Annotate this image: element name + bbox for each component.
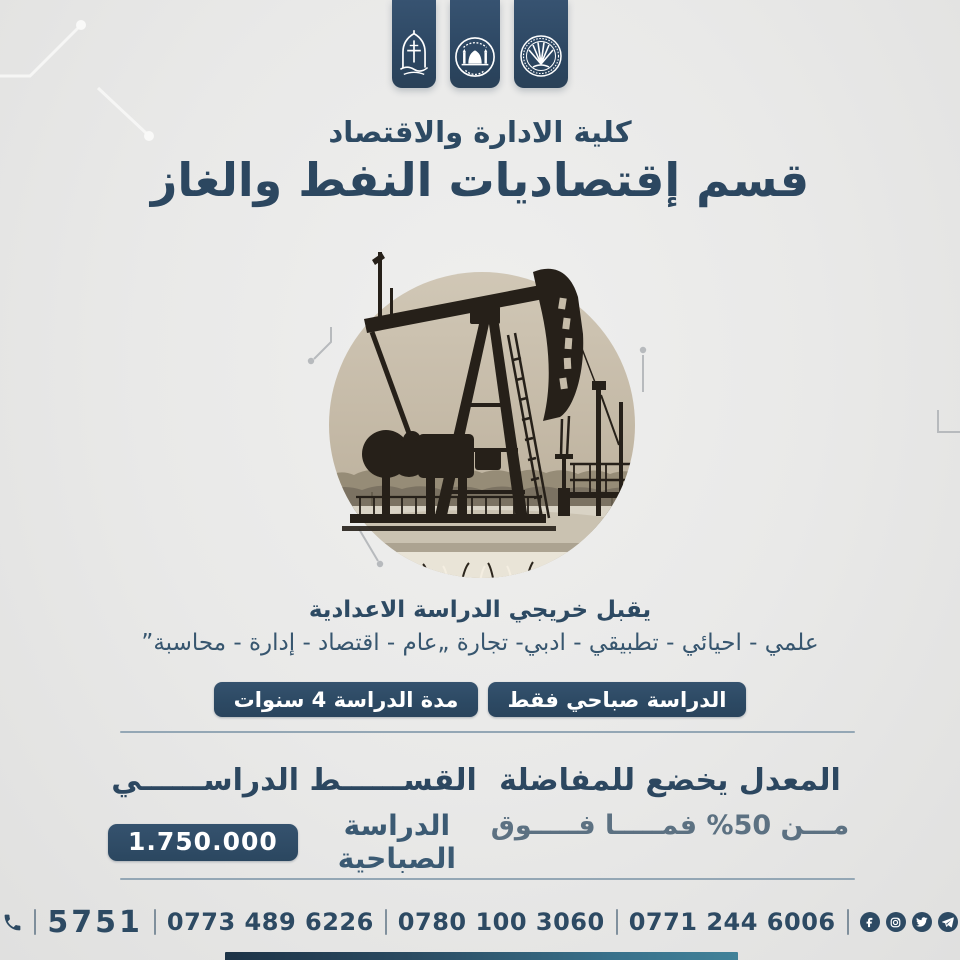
footer-separator xyxy=(847,909,849,935)
department-title: قسم إقتصاديات النفط والغاز xyxy=(150,153,810,207)
short-number: 5751 xyxy=(47,904,143,940)
footer-separator xyxy=(154,909,156,935)
social-icons xyxy=(860,912,958,932)
oil-pumpjack-photo xyxy=(312,240,652,585)
logo-shrine-badge xyxy=(392,0,436,88)
duration-pill[interactable]: مدة الدراسة 4 سنوات xyxy=(214,682,478,717)
admission-block xyxy=(0,594,960,660)
header-logos xyxy=(392,0,568,88)
bottom-accent-bar xyxy=(225,952,738,960)
average-column xyxy=(490,763,850,841)
instagram-icon[interactable] xyxy=(886,912,906,932)
footer-separator xyxy=(385,909,387,935)
average-heading: المعدل يخضع للمفاضلة xyxy=(499,763,841,798)
shrine-emblem-icon xyxy=(397,30,431,78)
tuition-heading: القســــــط الدراســــــي xyxy=(111,763,477,798)
telegram-icon[interactable] xyxy=(938,912,958,932)
footer-separator xyxy=(34,909,36,935)
logo-university-seal-badge xyxy=(514,0,568,88)
morning-only-pill[interactable]: الدراسة صباحي فقط xyxy=(488,682,746,717)
contact-footer xyxy=(0,902,960,942)
phone-number: 0771 244 6006 xyxy=(628,908,836,936)
university-seal-icon xyxy=(519,34,563,78)
tuition-column xyxy=(108,763,480,875)
logo-mosque-seal-badge xyxy=(450,0,500,88)
admission-tracks: علمي - احيائي - تطبيقي - ادبي- تجارة „عام - اقتصاد - إدارة - محاسبة” xyxy=(141,630,819,656)
average-detail: مـــن 50% فمـــــا فـــــوق xyxy=(490,810,850,841)
divider-top xyxy=(120,731,855,733)
tuition-label: الدراسة الصباحية xyxy=(337,809,456,875)
facebook-icon[interactable] xyxy=(860,912,880,932)
divider-bottom xyxy=(120,878,855,880)
mosque-seal-icon xyxy=(454,36,496,78)
tuition-amount-badge: 1.750.000 xyxy=(108,824,298,861)
study-pills xyxy=(214,682,746,717)
phone-icon xyxy=(2,912,23,933)
admission-heading: يقبل خريجي الدراسة الاعدادية xyxy=(308,597,652,623)
footer-separator xyxy=(616,909,618,935)
phone-number: 0780 100 3060 xyxy=(397,908,605,936)
twitter-icon[interactable] xyxy=(912,912,932,932)
phone-number: 0773 489 6226 xyxy=(166,908,374,936)
college-title: كلية الادارة والاقتصاد xyxy=(328,115,632,149)
tuition-row xyxy=(108,809,480,875)
